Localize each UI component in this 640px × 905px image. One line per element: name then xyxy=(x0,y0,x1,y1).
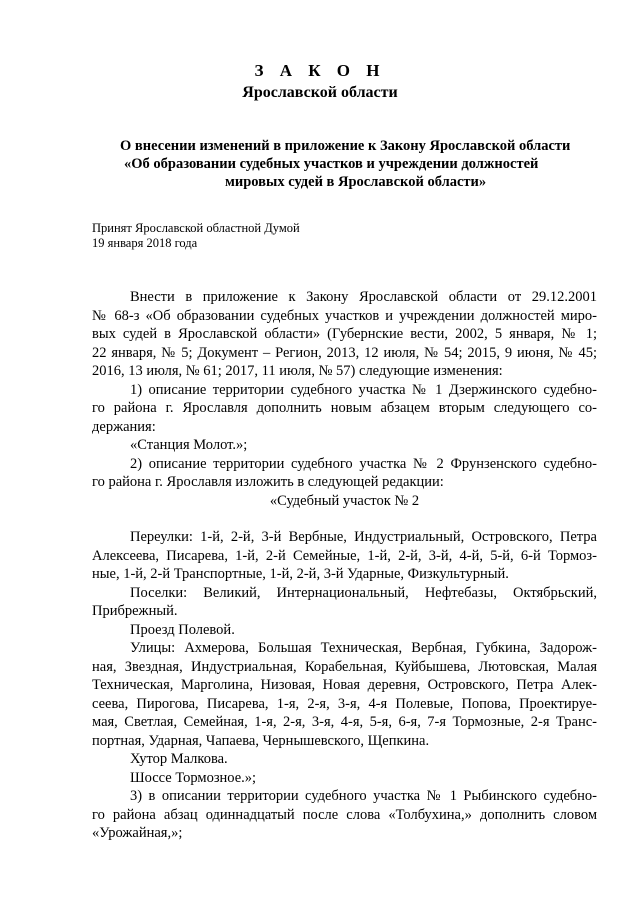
spacer xyxy=(92,510,597,528)
body-line: «Станция Молот.»; xyxy=(130,437,248,453)
body-line: Поселки: Великий, Интернациональный, Нефтебазы, Октябрьский, xyxy=(130,584,597,601)
subject-line: мировых судей в Ярославской области» xyxy=(225,174,487,190)
body-line: мая, Светлая, Семейная, 1-я, 2-я, 3-я, 4-я, 5-я, 6-я, 7-я Тормозные, 2-я Транс- xyxy=(92,714,597,730)
body-line: № 68-з «Об образовании судебных участков и учреждении должностей миро- xyxy=(92,307,597,324)
body-line: 3) в описании территории судебного участка № 1 Рыбинского судебно- xyxy=(130,788,597,804)
body-line: Проезд Полевой. xyxy=(130,621,235,638)
body-line: Внести в приложение к Закону Ярославской области от 29.12.2001 xyxy=(130,289,597,305)
body-line: ные, 1-й, 2-й Транспортные, 1-й, 2-й, 3-й Ударные, Физкультурный. xyxy=(92,566,509,582)
body-line: Алексеева, Писарева, 1-й, 2-й Семейные, 1-й, 2-й, 3-й, 4-й, 5-й, 6-й Тормоз- xyxy=(92,547,597,564)
body-line: Улицы: Ахмерова, Большая Техническая, Вербная, Губкина, Задорож- xyxy=(130,640,597,656)
body-line: го района г. Ярославля изложить в следующей редакции: xyxy=(92,474,444,490)
section-heading: «Судебный участок № 2 xyxy=(269,492,420,509)
body-line: ная, Звездная, Индустриальная, Корабельная, Куйбышева, Лютовская, Малая xyxy=(92,658,597,675)
subject-line: «Об образовании судебных участков и учреждении должностей xyxy=(124,156,539,172)
body-line: го района г. Ярославля дополнить новым абзацем вторым следующего со- xyxy=(92,400,597,416)
body-line: 1) описание территории судебного участка № 1 Дзержинского судебно- xyxy=(130,381,597,398)
body-line: Техническая, Марголина, Низовая, Новая деревня, Островского, Петра Алек- xyxy=(92,677,597,693)
body-line: 2) описание территории судебного участка № 2 Фрунзенского судебно- xyxy=(130,455,597,472)
body-line: го района абзац одиннадцатый после слова «Толбухина,» дополнить словом xyxy=(92,806,597,823)
adoption-by: Принят Ярославской областной Думой xyxy=(92,221,300,235)
body-line: держания: xyxy=(92,418,156,435)
body-line: вых судей в Ярославской области» (Губернские вести, 2002, 5 января, № 1; xyxy=(92,326,597,342)
body-line: сеева, Пирогова, Писарева, 1-я, 2-я, 3-я, 4-я Полевые, Попова, Проектируе- xyxy=(92,695,597,712)
body-line: Прибрежный. xyxy=(92,603,178,619)
body-line: Шоссе Тормозное.»; xyxy=(130,769,257,786)
body-line: «Урожайная,»; xyxy=(92,825,183,841)
body-line: Хутор Малкова. xyxy=(130,751,228,767)
body-line: 2016, 13 июля, № 61; 2017, 11 июля, № 57) следующие изменения: xyxy=(92,363,503,379)
law-region: Ярославской области xyxy=(242,84,398,101)
law-title: З А К О Н xyxy=(254,61,386,80)
adoption-date: 19 января 2018 года xyxy=(92,236,198,250)
law-body xyxy=(92,288,597,843)
subject-line: О внесении изменений в приложение к Закону Ярославской области xyxy=(120,138,571,154)
adoption-note xyxy=(92,221,300,251)
body-line: портная, Ударная, Чапаева, Чернышевского, Щепкина. xyxy=(92,732,430,749)
body-line: Переулки: 1-й, 2-й, 3-й Вербные, Индустриальный, Островского, Петра xyxy=(130,529,597,545)
law-subject xyxy=(0,137,640,191)
body-line: 22 января, № 5; Документ – Регион, 2013, 12 июля, № 54; 2015, 9 июня, № 45; xyxy=(92,344,597,361)
